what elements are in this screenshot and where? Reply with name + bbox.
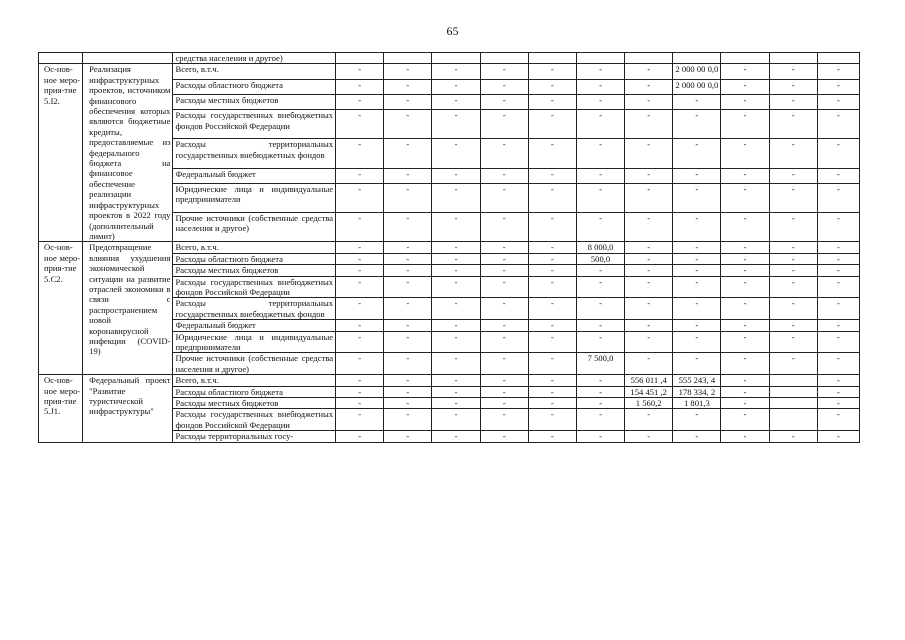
value-cell: -	[625, 110, 673, 139]
value-cell: -	[817, 398, 859, 409]
value-cell: -	[432, 79, 480, 94]
value-cell: -	[432, 431, 480, 442]
table-row	[39, 375, 860, 386]
value-cell: -	[769, 139, 817, 168]
value-cell: -	[480, 398, 528, 409]
funding-source-cell: Расходы государственных внебюджетных фондов Российской Федерации	[173, 110, 336, 139]
value-cell: -	[673, 320, 721, 331]
value-cell	[576, 53, 624, 64]
value-cell	[769, 409, 817, 431]
value-cell: -	[480, 265, 528, 276]
value-cell: -	[480, 168, 528, 183]
value-cell: -	[480, 386, 528, 397]
value-cell: -	[576, 94, 624, 109]
measure-code-cell: Ос-нов-ное меро-прия-тие 5.I2.	[39, 64, 83, 242]
value-cell: -	[528, 331, 576, 353]
measure-title-cell: Реализация инфраструктурных проектов, источником финансового обеспечения которых являются бюджетные кредиты, предоставляемые из федерального бюджета на финансовое обеспечение реализации инфраструктурных проектов в 2022 году (дополнительный лимит)	[83, 64, 173, 242]
table-row	[39, 53, 860, 64]
value-cell: -	[625, 79, 673, 94]
value-cell: -	[480, 375, 528, 386]
value-cell: -	[721, 79, 769, 94]
value-cell: -	[721, 139, 769, 168]
value-cell: -	[769, 168, 817, 183]
value-cell: -	[625, 64, 673, 79]
value-cell: -	[817, 353, 859, 375]
value-cell: -	[480, 409, 528, 431]
value-cell: -	[769, 276, 817, 298]
value-cell: -	[528, 298, 576, 320]
value-cell: -	[576, 79, 624, 94]
value-cell: -	[673, 265, 721, 276]
value-cell: 1 560,2	[625, 398, 673, 409]
funding-source-cell: Расходы местных бюджетов	[173, 398, 336, 409]
value-cell: -	[384, 386, 432, 397]
value-cell: 8 000,0	[576, 242, 624, 253]
funding-source-cell: Всего, в.т.ч.	[173, 242, 336, 253]
value-cell: -	[576, 265, 624, 276]
value-cell: -	[480, 298, 528, 320]
value-cell: -	[480, 276, 528, 298]
funding-source-cell: Расходы местных бюджетов	[173, 265, 336, 276]
value-cell	[528, 53, 576, 64]
value-cell: -	[336, 110, 384, 139]
value-cell: -	[528, 213, 576, 242]
value-cell: -	[576, 168, 624, 183]
value-cell: -	[432, 168, 480, 183]
value-cell: -	[721, 375, 769, 386]
value-cell: 1 801,3	[673, 398, 721, 409]
value-cell: -	[480, 431, 528, 442]
budget-table	[38, 52, 860, 443]
value-cell: -	[384, 64, 432, 79]
value-cell: -	[625, 139, 673, 168]
value-cell: -	[625, 253, 673, 264]
funding-source-cell: Прочие источники (собственные средства населения и другое)	[173, 353, 336, 375]
value-cell: -	[528, 398, 576, 409]
value-cell: -	[384, 242, 432, 253]
value-cell: -	[817, 242, 859, 253]
value-cell: -	[817, 409, 859, 431]
value-cell: -	[384, 331, 432, 353]
value-cell: -	[384, 398, 432, 409]
value-cell: -	[817, 431, 859, 442]
value-cell: -	[721, 353, 769, 375]
value-cell: -	[336, 276, 384, 298]
value-cell: -	[336, 298, 384, 320]
value-cell: -	[721, 298, 769, 320]
value-cell: -	[528, 386, 576, 397]
value-cell: -	[528, 265, 576, 276]
value-cell: -	[817, 94, 859, 109]
value-cell: -	[721, 398, 769, 409]
value-cell: -	[384, 79, 432, 94]
value-cell: -	[576, 331, 624, 353]
value-cell: -	[625, 331, 673, 353]
value-cell: -	[384, 375, 432, 386]
value-cell: -	[625, 168, 673, 183]
value-cell: -	[721, 265, 769, 276]
value-cell: -	[576, 64, 624, 79]
value-cell: -	[432, 386, 480, 397]
value-cell: -	[817, 64, 859, 79]
measure-code-cell: Ос-нов-ное меро-прия-тие 5.С2.	[39, 242, 83, 375]
value-cell: -	[769, 298, 817, 320]
value-cell: -	[528, 110, 576, 139]
value-cell: -	[336, 139, 384, 168]
value-cell: -	[817, 265, 859, 276]
value-cell: -	[817, 320, 859, 331]
value-cell: -	[480, 79, 528, 94]
value-cell	[336, 53, 384, 64]
value-cell: -	[721, 168, 769, 183]
funding-source-cell: Расходы территориальных госу-	[173, 431, 336, 442]
value-cell: -	[769, 213, 817, 242]
value-cell: -	[769, 253, 817, 264]
value-cell: -	[336, 265, 384, 276]
value-cell: -	[673, 139, 721, 168]
value-cell: -	[769, 242, 817, 253]
table-row	[39, 242, 860, 253]
funding-source-cell: Расходы территориальных государственных внебюджетных фондов	[173, 139, 336, 168]
value-cell	[673, 53, 721, 64]
value-cell: 154 451 ,2	[625, 386, 673, 397]
value-cell: -	[625, 94, 673, 109]
funding-source-cell: Расходы государственных внебюджетных фондов Российской Федерации	[173, 276, 336, 298]
value-cell: -	[384, 253, 432, 264]
value-cell: -	[673, 331, 721, 353]
value-cell: -	[336, 320, 384, 331]
value-cell: -	[528, 409, 576, 431]
value-cell: -	[432, 331, 480, 353]
value-cell: -	[336, 386, 384, 397]
measure-title-cell: Федеральный проект "Развитие туристической инфраструктуры"	[83, 375, 173, 442]
value-cell: -	[528, 320, 576, 331]
value-cell: -	[336, 213, 384, 242]
value-cell: -	[625, 265, 673, 276]
value-cell: -	[721, 253, 769, 264]
value-cell: -	[384, 110, 432, 139]
value-cell: -	[432, 265, 480, 276]
value-cell: -	[817, 168, 859, 183]
value-cell: -	[384, 265, 432, 276]
value-cell: -	[384, 353, 432, 375]
value-cell: -	[625, 353, 673, 375]
value-cell: -	[625, 276, 673, 298]
value-cell: -	[336, 331, 384, 353]
value-cell: -	[721, 386, 769, 397]
funding-source-cell: Расходы областного бюджета	[173, 253, 336, 264]
value-cell: -	[769, 64, 817, 79]
value-cell	[769, 375, 817, 386]
value-cell: -	[673, 298, 721, 320]
value-cell: -	[769, 94, 817, 109]
value-cell: 555 243, 4	[673, 375, 721, 386]
value-cell: -	[480, 331, 528, 353]
value-cell: -	[480, 242, 528, 253]
value-cell: 500,0	[576, 253, 624, 264]
value-cell: -	[384, 213, 432, 242]
value-cell: -	[480, 320, 528, 331]
value-cell: -	[721, 110, 769, 139]
funding-source-cell: Расходы областного бюджета	[173, 79, 336, 94]
value-cell: -	[528, 64, 576, 79]
value-cell: -	[817, 79, 859, 94]
value-cell: -	[673, 110, 721, 139]
value-cell	[769, 53, 817, 64]
value-cell: -	[817, 298, 859, 320]
value-cell: -	[384, 139, 432, 168]
value-cell: -	[432, 183, 480, 212]
value-cell: -	[673, 168, 721, 183]
value-cell: -	[721, 183, 769, 212]
value-cell: -	[336, 353, 384, 375]
value-cell: 556 011 ,4	[625, 375, 673, 386]
value-cell: -	[817, 375, 859, 386]
value-cell: 2 000 00 0,0	[673, 64, 721, 79]
value-cell: -	[721, 320, 769, 331]
funding-source-cell: Юридические лица и индивидуальные предприниматели	[173, 183, 336, 212]
value-cell: -	[384, 320, 432, 331]
value-cell: -	[384, 94, 432, 109]
page-number: 65	[446, 24, 459, 38]
value-cell: -	[432, 298, 480, 320]
value-cell: -	[673, 213, 721, 242]
value-cell: -	[817, 110, 859, 139]
value-cell: -	[528, 253, 576, 264]
value-cell: -	[673, 431, 721, 442]
value-cell	[769, 386, 817, 397]
value-cell: -	[432, 110, 480, 139]
value-cell: -	[625, 213, 673, 242]
value-cell: 2 000 00 0,0	[673, 79, 721, 94]
value-cell: -	[336, 64, 384, 79]
value-cell: -	[432, 242, 480, 253]
value-cell: -	[336, 253, 384, 264]
value-cell: -	[576, 409, 624, 431]
funding-source-cell: Федеральный бюджет	[173, 320, 336, 331]
value-cell: -	[528, 168, 576, 183]
value-cell: -	[432, 139, 480, 168]
value-cell: -	[769, 183, 817, 212]
value-cell: -	[336, 398, 384, 409]
measure-title-cell: Предотвращение влияния ухудшения экономической ситуации на развитие отраслей экономики в связи с распространением новой коронавирусной инфекции (COVID-19)	[83, 242, 173, 375]
value-cell: -	[336, 375, 384, 386]
value-cell: -	[721, 213, 769, 242]
value-cell: -	[625, 431, 673, 442]
funding-source-cell: Всего, в.т.ч.	[173, 375, 336, 386]
value-cell: -	[673, 276, 721, 298]
value-cell: -	[817, 276, 859, 298]
value-cell: -	[721, 409, 769, 431]
value-cell: -	[528, 139, 576, 168]
value-cell: -	[673, 253, 721, 264]
value-cell: -	[769, 331, 817, 353]
value-cell: -	[721, 94, 769, 109]
value-cell: -	[817, 253, 859, 264]
value-cell: -	[432, 64, 480, 79]
value-cell	[817, 53, 859, 64]
funding-source-cell: Прочие источники (собственные средства населения и другое)	[173, 213, 336, 242]
value-cell: -	[625, 183, 673, 212]
value-cell: -	[480, 139, 528, 168]
value-cell: -	[576, 139, 624, 168]
value-cell: -	[432, 320, 480, 331]
value-cell: -	[769, 79, 817, 94]
value-cell: -	[336, 168, 384, 183]
funding-source-cell: Расходы областного бюджета	[173, 386, 336, 397]
funding-source-cell: Федеральный бюджет	[173, 168, 336, 183]
value-cell: -	[528, 431, 576, 442]
value-cell: -	[480, 64, 528, 79]
value-cell	[721, 53, 769, 64]
value-cell: -	[528, 183, 576, 212]
value-cell: -	[769, 320, 817, 331]
value-cell: -	[432, 276, 480, 298]
value-cell: -	[817, 386, 859, 397]
value-cell: -	[769, 353, 817, 375]
value-cell: -	[576, 398, 624, 409]
value-cell: -	[817, 183, 859, 212]
value-cell: -	[480, 253, 528, 264]
value-cell	[480, 53, 528, 64]
value-cell: -	[625, 242, 673, 253]
value-cell: -	[576, 110, 624, 139]
funding-source-cell: Расходы территориальных государственных внебюджетных фондов	[173, 298, 336, 320]
value-cell: -	[576, 386, 624, 397]
value-cell: -	[336, 431, 384, 442]
value-cell: -	[384, 298, 432, 320]
value-cell: -	[625, 409, 673, 431]
value-cell: -	[817, 139, 859, 168]
value-cell: -	[673, 353, 721, 375]
value-cell: -	[336, 79, 384, 94]
value-cell: -	[769, 431, 817, 442]
value-cell: -	[721, 64, 769, 79]
value-cell: -	[528, 353, 576, 375]
funding-source-cell: Расходы государственных внебюджетных фондов Российской Федерации	[173, 409, 336, 431]
value-cell: -	[528, 276, 576, 298]
value-cell: -	[817, 213, 859, 242]
value-cell: -	[576, 431, 624, 442]
value-cell: 7 500,0	[576, 353, 624, 375]
value-cell: -	[576, 276, 624, 298]
value-cell: -	[336, 242, 384, 253]
value-cell: -	[576, 320, 624, 331]
value-cell: -	[432, 353, 480, 375]
value-cell: -	[673, 242, 721, 253]
value-cell: -	[576, 183, 624, 212]
value-cell: -	[528, 375, 576, 386]
value-cell: -	[625, 298, 673, 320]
value-cell: -	[432, 398, 480, 409]
value-cell: -	[721, 331, 769, 353]
value-cell: -	[432, 253, 480, 264]
value-cell: -	[336, 409, 384, 431]
value-cell: 178 334, 2	[673, 386, 721, 397]
value-cell: -	[528, 79, 576, 94]
value-cell: -	[769, 110, 817, 139]
measure-code-cell	[39, 53, 83, 64]
value-cell: -	[721, 276, 769, 298]
value-cell: -	[384, 431, 432, 442]
value-cell: -	[480, 353, 528, 375]
value-cell	[432, 53, 480, 64]
value-cell: -	[721, 242, 769, 253]
value-cell: -	[384, 183, 432, 212]
value-cell: -	[769, 265, 817, 276]
funding-source-cell: средства населения и другое)	[173, 53, 336, 64]
value-cell: -	[576, 298, 624, 320]
value-cell: -	[480, 110, 528, 139]
value-cell	[384, 53, 432, 64]
value-cell: -	[480, 94, 528, 109]
value-cell: -	[480, 213, 528, 242]
value-cell: -	[432, 409, 480, 431]
value-cell: -	[384, 409, 432, 431]
measure-code-cell: Ос-нов-ное меро-прия-тие 5.J1.	[39, 375, 83, 442]
value-cell: -	[721, 431, 769, 442]
value-cell: -	[336, 94, 384, 109]
value-cell	[769, 398, 817, 409]
table-row	[39, 64, 860, 79]
value-cell: -	[528, 94, 576, 109]
value-cell: -	[528, 242, 576, 253]
value-cell: -	[432, 375, 480, 386]
value-cell: -	[336, 183, 384, 212]
funding-source-cell: Юридические лица и индивидуальные предприниматели	[173, 331, 336, 353]
value-cell: -	[384, 168, 432, 183]
value-cell: -	[673, 183, 721, 212]
value-cell: -	[817, 331, 859, 353]
measure-title-cell	[83, 53, 173, 64]
value-cell: -	[384, 276, 432, 298]
value-cell: -	[576, 375, 624, 386]
funding-source-cell: Расходы местных бюджетов	[173, 94, 336, 109]
value-cell: -	[432, 94, 480, 109]
value-cell	[625, 53, 673, 64]
value-cell: -	[576, 213, 624, 242]
funding-source-cell: Всего, в.т.ч.	[173, 64, 336, 79]
value-cell: -	[673, 409, 721, 431]
value-cell: -	[480, 183, 528, 212]
value-cell: -	[625, 320, 673, 331]
value-cell: -	[673, 94, 721, 109]
value-cell: -	[432, 213, 480, 242]
